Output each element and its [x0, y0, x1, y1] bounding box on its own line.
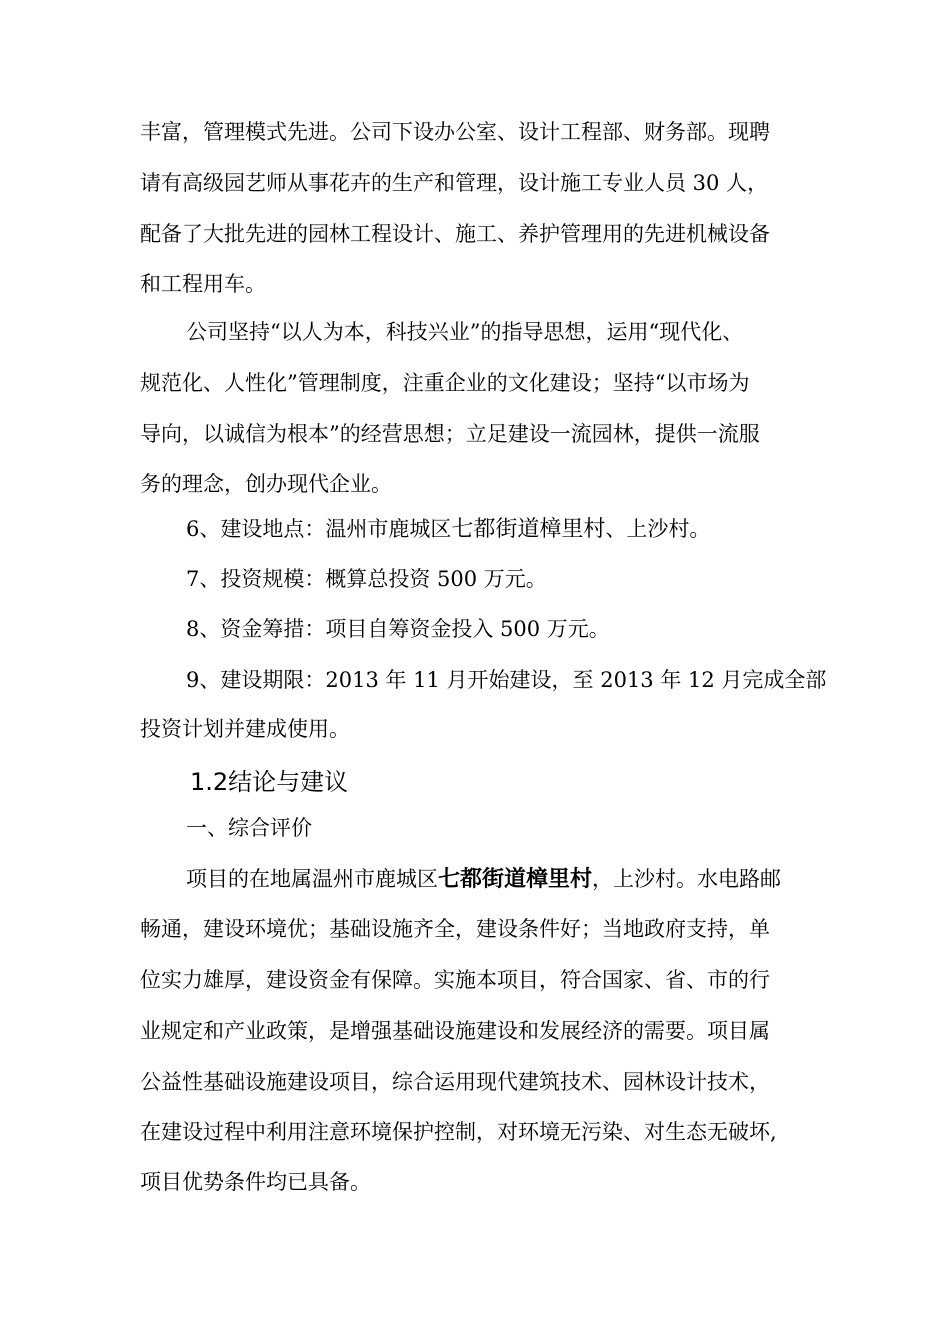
para3-line-6: 在建设过程中利用注意环境保护控制，对环境无污染、对生态无破坏, [140, 1120, 777, 1144]
item-6-prefix: 6、建设地点：温州市鹿城区 [186, 517, 452, 541]
para1-line-2: 请有高级园艺师从事花卉的生产和管理，设计施工专业人员 30 人， [140, 171, 769, 195]
item-9-period-line-1: 9、建设期限：2013 年 11 月开始建设，至 2013 年 12 月完成全部 [186, 668, 827, 692]
para2-line-3: 导向，以诚信为根本”的经营思想；立足建设一流园林，提供一流服 [140, 422, 760, 446]
para3-line1-emph: 七都街道樟里村 [438, 867, 593, 892]
para1-line-1: 丰富，管理模式先进。公司下设办公室、设计工程部、财务部。现聘 [140, 120, 770, 144]
para3-line-2: 畅通，建设环境优；基础设施齐全，建设条件好；当地政府支持，单 [140, 917, 770, 941]
para2-line-2: 规范化、人性化”管理制度，注重企业的文化建设；坚持“以市场为 [140, 371, 750, 395]
item-8-funding: 8、资金筹措：项目自筹资金投入 500 万元。 [186, 617, 610, 641]
para2-line-1: 公司坚持“以人为本，科技兴业”的指导思想，运用“现代化、 [186, 320, 744, 344]
para1-line-4: 和工程用车。 [140, 272, 266, 296]
item-6-suffix: 、上沙村。 [605, 517, 711, 541]
para3-line-1 [186, 853, 820, 906]
para3-line1-suffix: ，上沙村。水电路邮 [592, 867, 782, 891]
para3-line1-prefix: 项目的在地属温州市鹿城区 [186, 867, 438, 891]
section-heading: 1.2结论与建议 [190, 768, 349, 796]
para3-line-3: 位实力雄厚，建设资金有保障。实施本项目，符合国家、省、市的行 [140, 968, 770, 992]
subheading: 一、综合评价 [186, 816, 312, 840]
para3-line-4: 业规定和产业政策，是增强基础设施建设和发展经济的需要。项目属 [140, 1019, 770, 1043]
item-9-period-line-2: 投资计划并建成使用。 [140, 717, 350, 741]
item-6-location [186, 503, 820, 556]
para1-line-3: 配备了大批先进的园林工程设计、施工、养护管理用的先进机械设备 [140, 222, 770, 246]
para2-line-4: 务的理念，创办现代企业。 [140, 472, 392, 496]
item-7-scale: 7、投资规模：概算总投资 500 万元。 [186, 567, 547, 591]
para3-line-5: 公益性基础设施建设项目，综合运用现代建筑技术、园林设计技术， [140, 1070, 770, 1094]
para3-line-7: 项目优势条件均已具备。 [140, 1170, 371, 1194]
item-6-emph: 七都街道樟里村 [451, 517, 606, 542]
